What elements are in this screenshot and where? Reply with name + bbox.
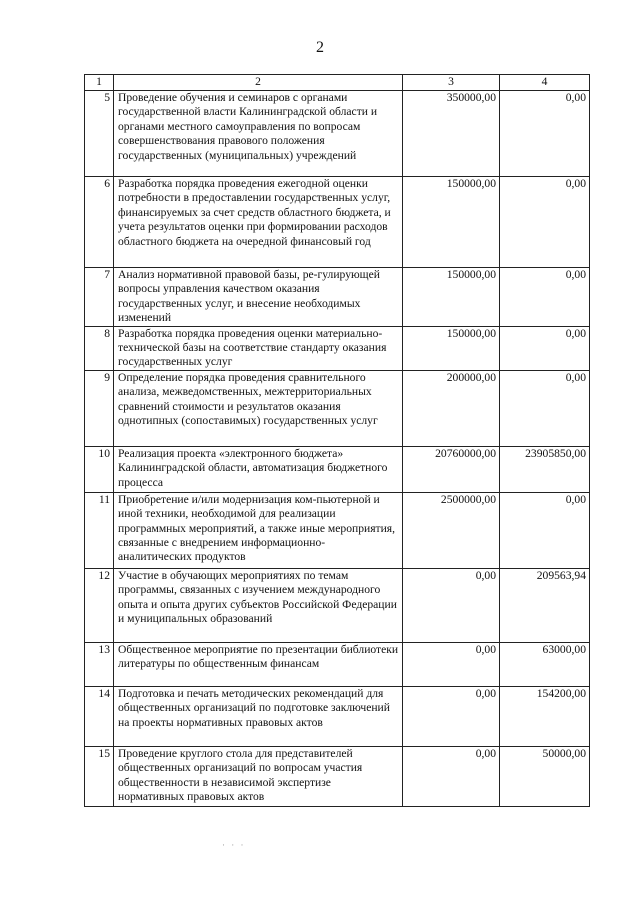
amount-col-4: 50000,00 [500,746,590,806]
table-row [85,326,590,370]
activity-description: Приобретение и/или модернизация ком-пьютерной и иной техники, необходимой для реализации программных мероприятий, а также иные мероприятия, связанные с внедрением информационно-аналитических продуктов [114,492,403,568]
row-number: 15 [85,746,114,806]
table-row [85,642,590,686]
amount-col-4: 0,00 [500,91,590,177]
row-number: 14 [85,686,114,746]
amount-col-4: 0,00 [500,370,590,446]
table-row [85,177,590,268]
amount-col-4: 0,00 [500,326,590,370]
amount-col-4: 0,00 [500,492,590,568]
scan-artifact: · · · [222,840,246,850]
amount-col-3: 0,00 [403,568,500,642]
activity-description: Общественное мероприятие по презентации библиотеки литературы по общественным финансам [114,642,403,686]
amount-col-3: 350000,00 [403,91,500,177]
row-number: 7 [85,268,114,327]
row-number: 12 [85,568,114,642]
header-col-3: 3 [403,75,500,91]
amount-col-3: 20760000,00 [403,446,500,492]
activity-description: Разработка порядка проведения оценки материально-технической базы на соответствие стандарту оказания государственных услуг [114,326,403,370]
activity-description: Разработка порядка проведения ежегодной оценки потребности в предоставлении государственных услуг, финансируемых за счет средств областного бюджета, и учета результатов оценки при формировании расходов областного бюджета на очередной финансовый год [114,177,403,268]
amount-col-4: 63000,00 [500,642,590,686]
header-col-4: 4 [500,75,590,91]
amount-col-3: 0,00 [403,746,500,806]
table-row [85,686,590,746]
activity-description: Анализ нормативной правовой базы, ре-гулирующей вопросы управления качеством оказания государственных услуг, и внесение необходимых изменений [114,268,403,327]
amount-col-4: 0,00 [500,268,590,327]
row-number: 8 [85,326,114,370]
budget-activities-table [84,74,590,807]
activity-description: Реализация проекта «электронного бюджета» Калининградской области, автоматизация бюджетного процесса [114,446,403,492]
row-number: 11 [85,492,114,568]
amount-col-4: 23905850,00 [500,446,590,492]
amount-col-4: 209563,94 [500,568,590,642]
activity-description: Участие в обучающих мероприятиях по темам программы, связанных с изучением международного опыта и опыта других субъектов Российской Федерации и муниципальных образований [114,568,403,642]
header-col-1: 1 [85,75,114,91]
amount-col-3: 200000,00 [403,370,500,446]
amount-col-3: 150000,00 [403,177,500,268]
table-row [85,568,590,642]
table-row [85,492,590,568]
row-number: 13 [85,642,114,686]
table-row [85,446,590,492]
activity-description: Проведение обучения и семинаров с органами государственной власти Калининградской области и органами местного самоуправления по вопросам совершенствования правового положения государственных (муниципальных) учреждений [114,91,403,177]
table-row [85,268,590,327]
activity-description: Подготовка и печать методических рекомендаций для общественных организаций по подготовке заключений на проекты нормативных правовых актов [114,686,403,746]
activity-description: Проведение круглого стола для представителей общественных организаций по вопросам участия общественности в независимой экспертизе нормативных правовых актов [114,746,403,806]
row-number: 5 [85,91,114,177]
activity-description: Определение порядка проведения сравнительного анализа, межведомственных, межтерриториальных сравнений стоимости и результатов оказания однотипных (сопоставимых) государственных услуг [114,370,403,446]
amount-col-3: 0,00 [403,686,500,746]
table-row [85,370,590,446]
amount-col-3: 150000,00 [403,326,500,370]
amount-col-4: 154200,00 [500,686,590,746]
amount-col-3: 150000,00 [403,268,500,327]
row-number: 9 [85,370,114,446]
amount-col-3: 2500000,00 [403,492,500,568]
table-row [85,746,590,806]
amount-col-4: 0,00 [500,177,590,268]
row-number: 10 [85,446,114,492]
table-header-row [85,75,590,91]
amount-col-3: 0,00 [403,642,500,686]
header-col-2: 2 [114,75,403,91]
row-number: 6 [85,177,114,268]
table-row [85,91,590,177]
page-number: 2 [316,39,324,56]
